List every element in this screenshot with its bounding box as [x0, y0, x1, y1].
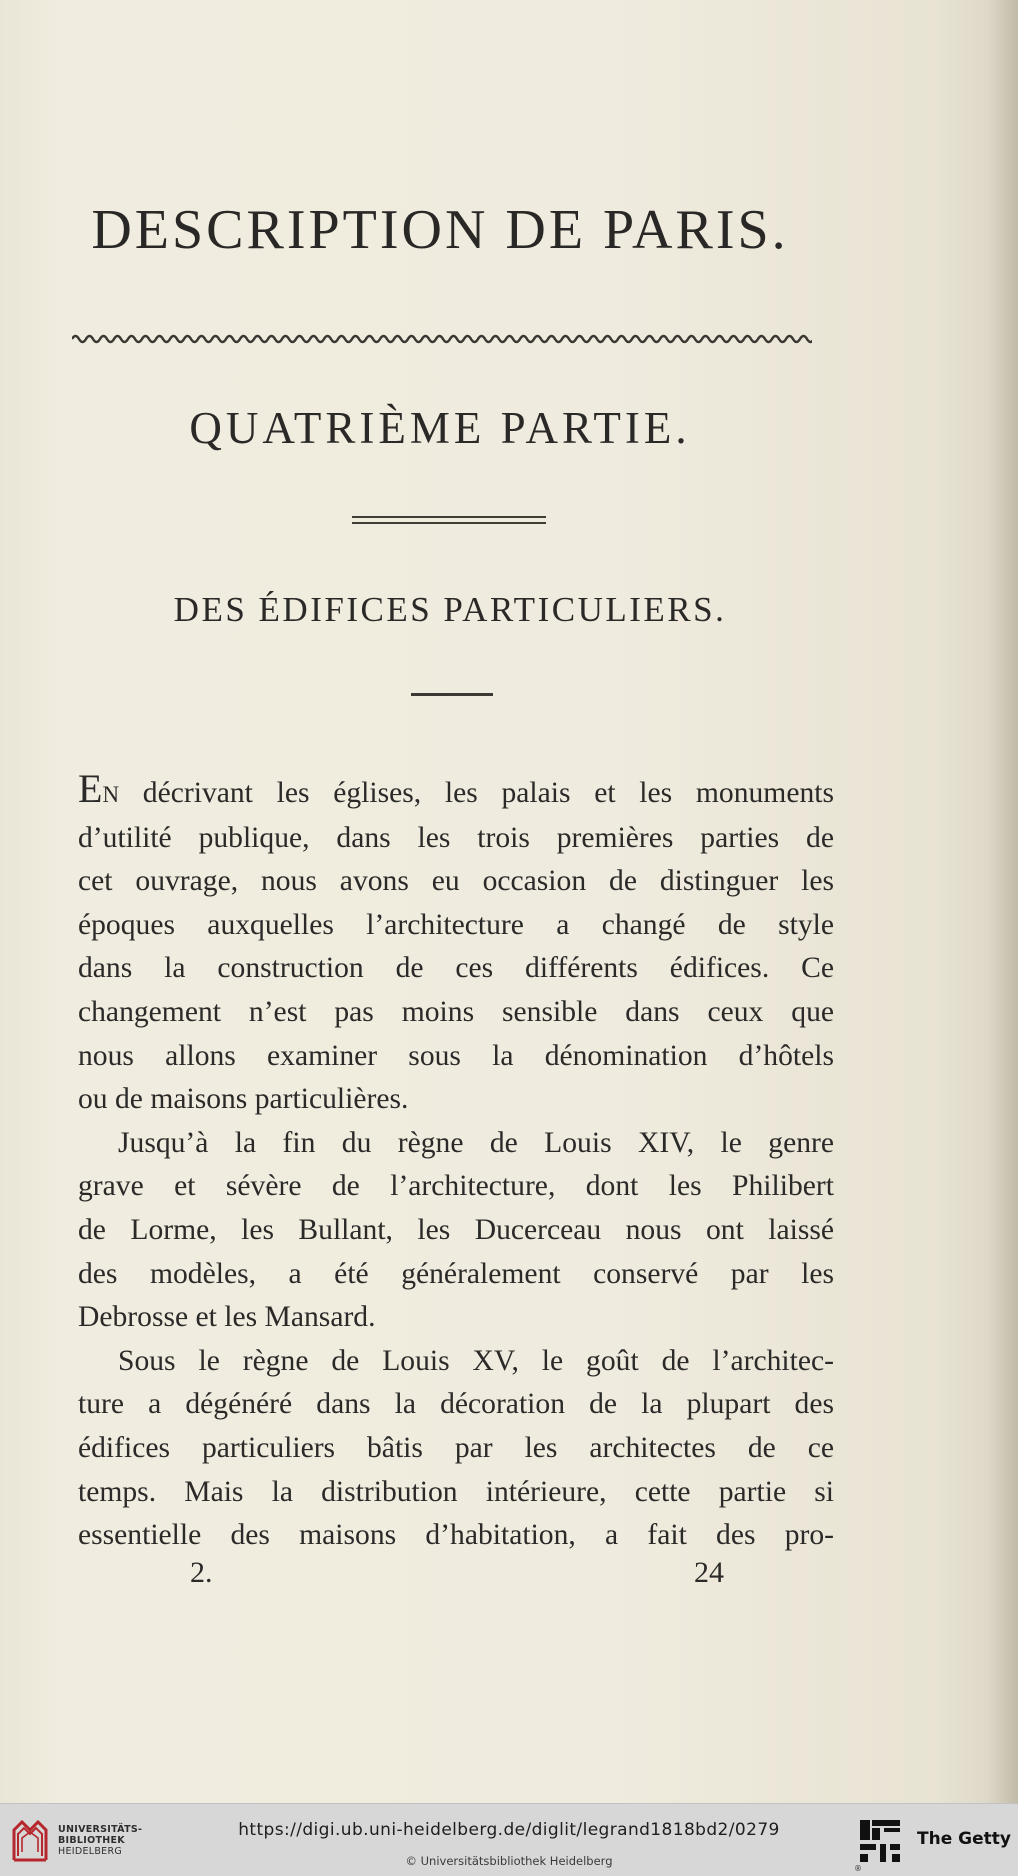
partner-name[interactable]: The Getty: [917, 1829, 1011, 1849]
text-line: de Lorme, les Bullant, les Ducerceau nous ont laissé: [78, 1213, 834, 1246]
text-line: cet ouvrage, nous avons eu occasion de distinguer les: [78, 865, 834, 898]
small-cap: N: [102, 782, 120, 807]
text-line: ture a dégénéré dans la décoration de la plupart des: [78, 1388, 834, 1421]
document-title: DESCRIPTION DE PARIS.: [91, 199, 789, 261]
text-line: temps. Mais la distribution intérieure, cette partie si: [78, 1475, 834, 1508]
library-name: UNIVERSITÄTS- BIBLIOTHEK HEIDELBERG: [58, 1824, 143, 1857]
text-line: édifices particuliers bâtis par les architectes de ce: [78, 1431, 834, 1464]
text-line: Jusqu’à la fin du règne de Louis XIV, le genre: [118, 1126, 834, 1159]
page-signature-number: 24: [694, 1556, 724, 1589]
text-line: des modèles, a été généralement conservé par les: [78, 1257, 834, 1290]
body-text: [78, 766, 834, 1558]
text-line: époques auxquelles l’architecture a changé de style: [78, 908, 834, 941]
text-line: changement n’est pas moins sensible dans ceux que: [78, 995, 834, 1028]
text-line: essentielle des maisons d’habitation, a fait des pro-: [78, 1519, 834, 1552]
viewer-footer: [0, 1803, 1018, 1876]
text-line: d’utilité publique, dans les trois premières parties de: [78, 821, 834, 854]
double-rule-divider: [352, 516, 546, 524]
text-line: grave et sévère de l’architecture, dont les Philibert: [78, 1170, 834, 1203]
part-heading: QUATRIÈME PARTIE.: [189, 403, 691, 453]
text-line: dans la construction de ces différents édifices. Ce: [78, 952, 834, 985]
getty-logo-icon[interactable]: [858, 1818, 902, 1864]
wavy-ornament-rule: [72, 332, 812, 346]
text-line: ou de maisons particulières.: [78, 1083, 409, 1116]
text-line: EN décrivant les églises, les palais et les monuments: [78, 766, 834, 811]
registered-mark: ®: [854, 1864, 862, 1873]
drop-cap: E: [78, 766, 103, 811]
section-heading: DES ÉDIFICES PARTICULIERS.: [173, 590, 727, 629]
copyright-notice: © Universitätsbibliothek Heidelberg: [405, 1854, 613, 1868]
permalink-url[interactable]: https://digi.ub.uni-heidelberg.de/diglit/legrand1818bd2/0279: [238, 1820, 780, 1840]
text-line: Debrosse et les Mansard.: [78, 1301, 376, 1334]
text-line: Sous le règne de Louis XV, le goût de l’architec-: [118, 1344, 834, 1377]
page-edge-shadow: [988, 0, 1018, 1803]
text-line: nous allons examiner sous la dénomination d’hôtels: [78, 1039, 834, 1072]
signature-mark: 2.: [190, 1556, 213, 1589]
short-rule-divider: [411, 693, 493, 696]
